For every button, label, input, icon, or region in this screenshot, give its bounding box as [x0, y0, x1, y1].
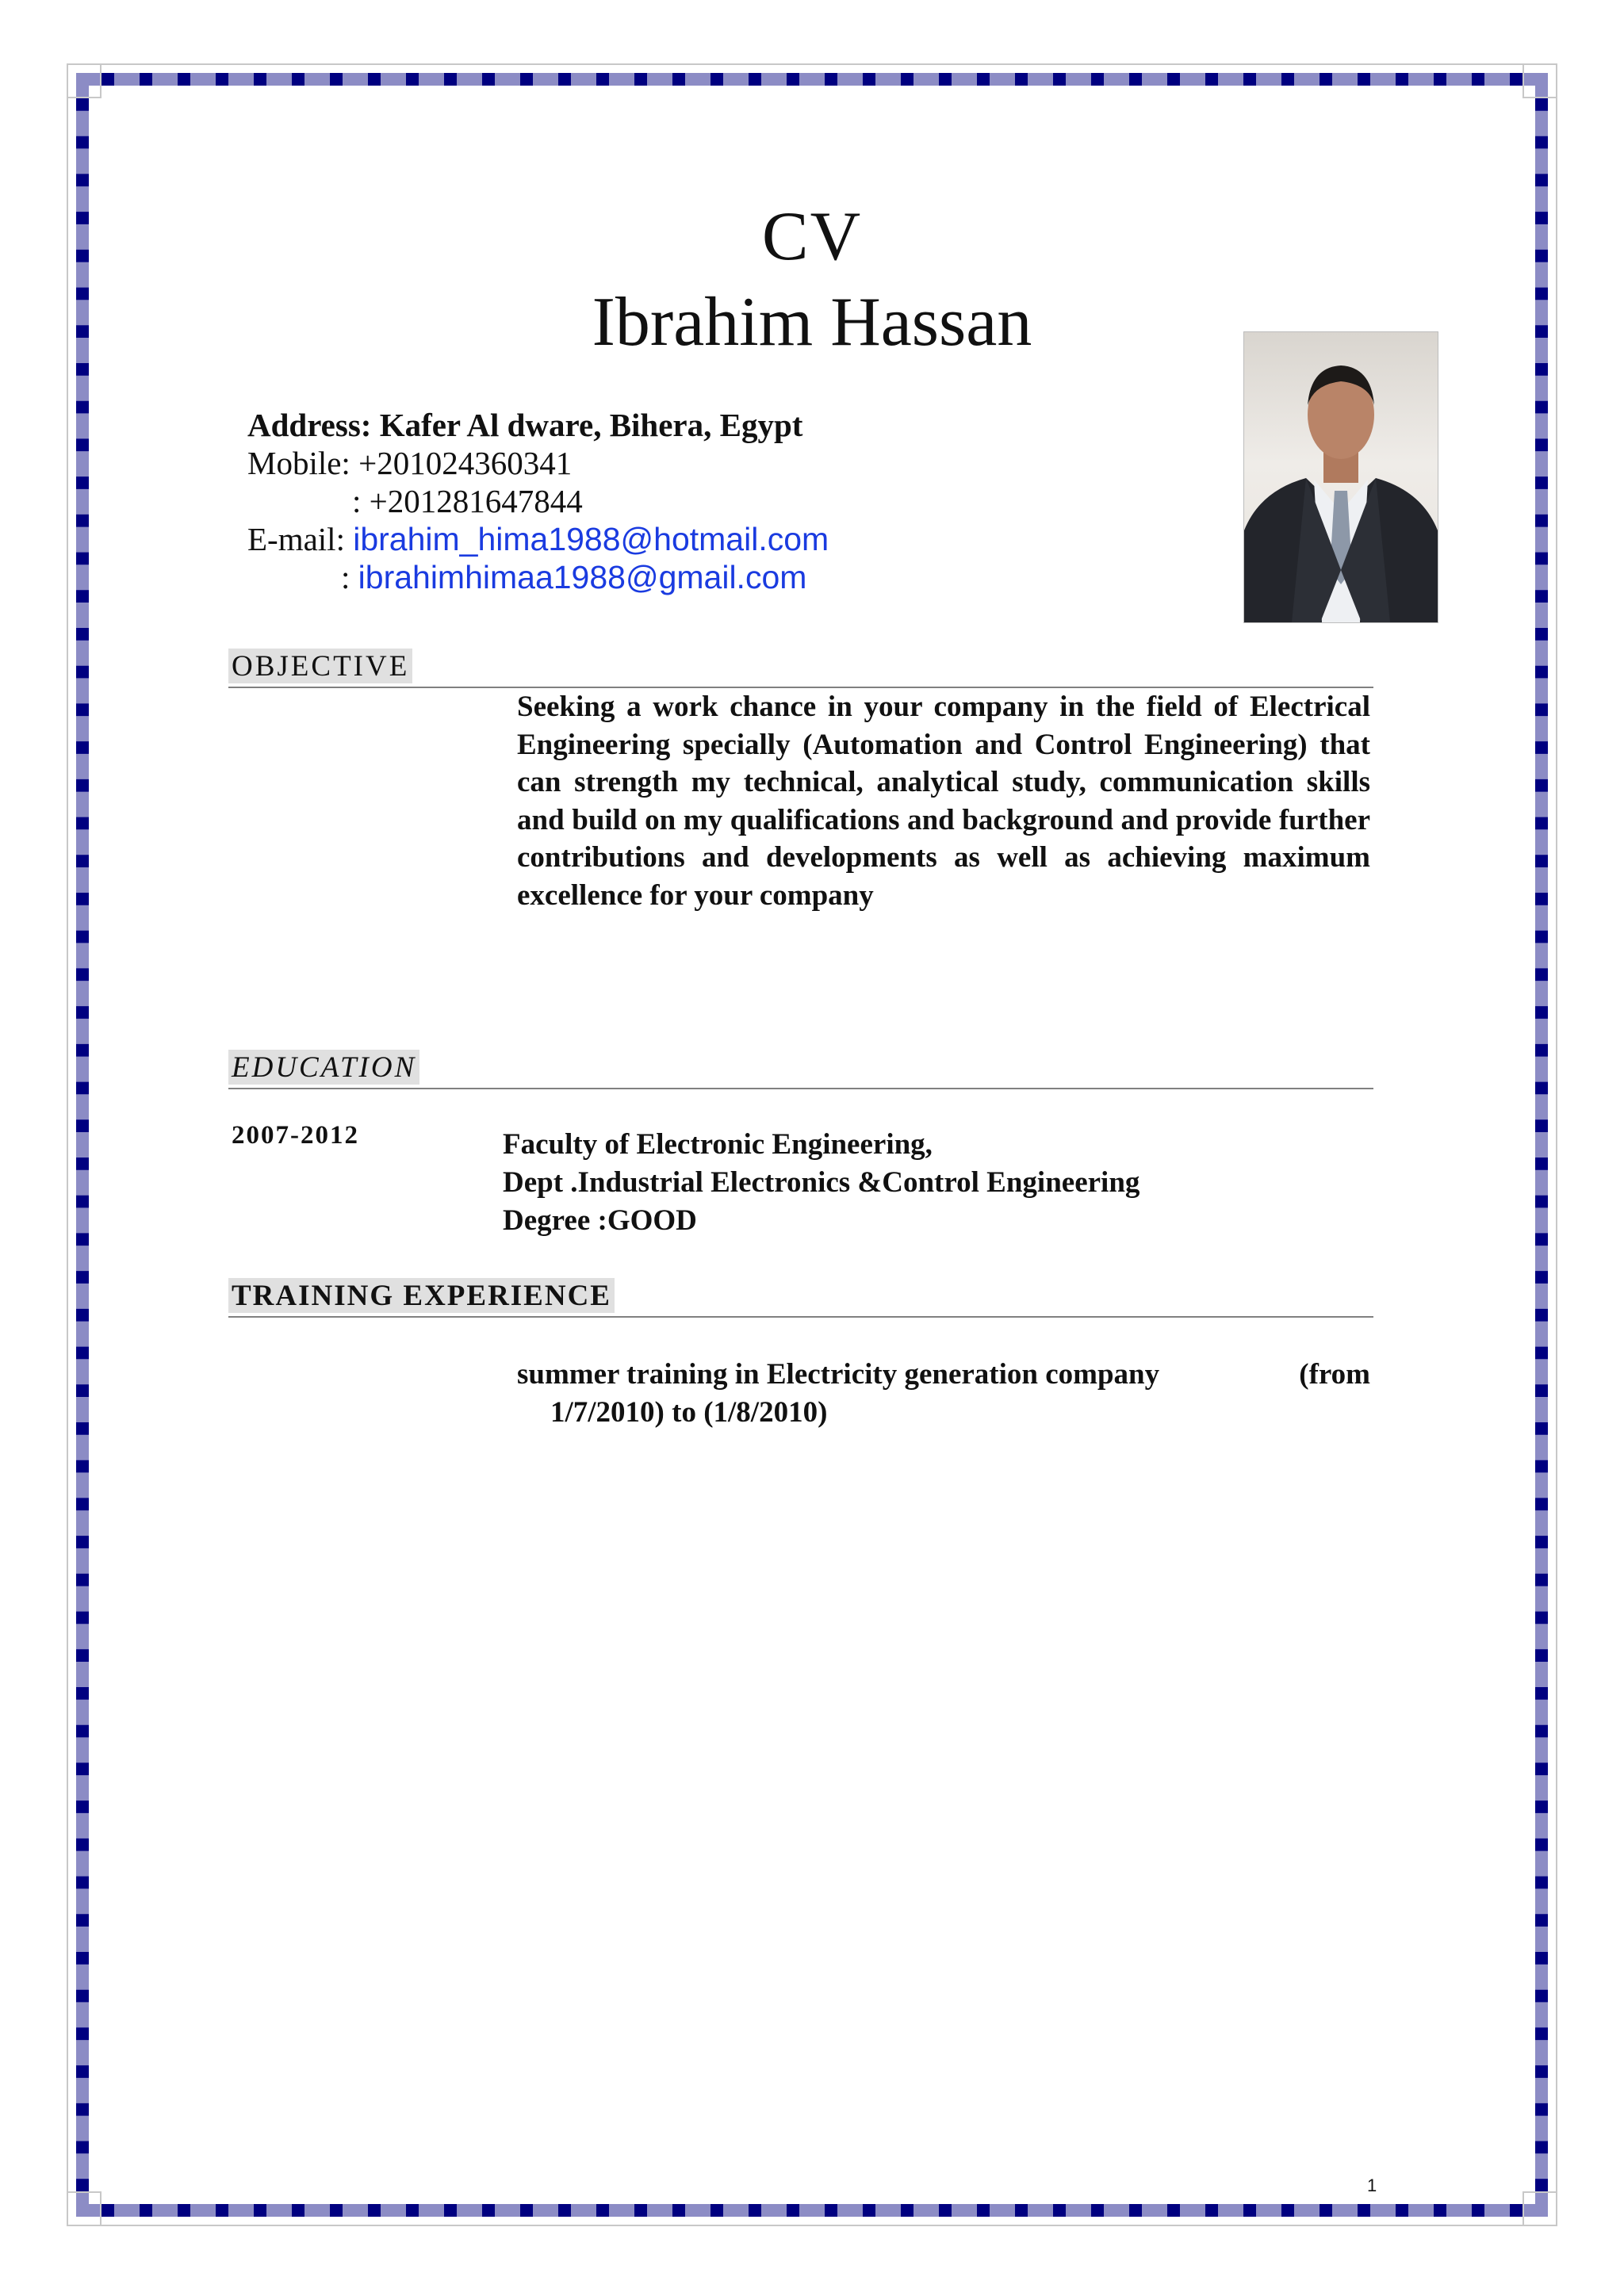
objective-text: Seeking a work chance in your company in the field of Electrical Engineering specially (Automation and Control Engineering) that can strength my technical, analytical study, communication skills and build on my qualifications and background and provide further contributions and developments as well as achieving maximum excellence for your company — [517, 691, 1370, 912]
training-period: 1/7/2010) to (1/8/2010) — [550, 1396, 828, 1429]
education-faculty: Faculty of Electronic Engineering, — [503, 1128, 933, 1161]
email-row — [247, 520, 829, 558]
education-degree: Degree :GOOD — [503, 1204, 697, 1237]
candidate-name: Ibrahim Hassan — [592, 284, 1032, 361]
address-label: Address: — [247, 407, 372, 443]
objective-heading-label: OBJECTIVE — [228, 649, 412, 683]
email-link-secondary[interactable]: ibrahimhimaa1988@gmail.com — [358, 559, 807, 595]
training-section-heading — [228, 1278, 1373, 1318]
email-secondary-prefix: : — [341, 559, 350, 595]
email-label: E-mail: — [247, 521, 345, 557]
education-heading-label: EDUCATION — [228, 1050, 419, 1085]
education-department: Dept .Industrial Electronics &Control Engineering — [503, 1166, 1140, 1199]
training-heading-label: TRAINING EXPERIENCE — [228, 1278, 615, 1313]
corner-mark-top-right — [1522, 63, 1557, 98]
mobile-row-secondary — [247, 482, 829, 520]
education-years: 2007-2012 — [232, 1121, 359, 1150]
objective-section-heading — [228, 649, 1373, 688]
education-section-heading — [228, 1050, 1373, 1089]
contact-block — [247, 406, 829, 596]
address-value: Kafer Al dware, Bihera, Egypt — [379, 407, 803, 443]
email-row-secondary — [247, 558, 829, 596]
mobile-number-secondary: : +201281647844 — [352, 483, 583, 519]
portrait-illustration — [1244, 332, 1438, 622]
corner-mark-top-left — [67, 63, 102, 98]
corner-mark-bottom-right — [1522, 2191, 1557, 2226]
corner-mark-bottom-left — [67, 2191, 102, 2226]
address-row — [247, 406, 829, 444]
training-description: summer training in Electricity generation company — [517, 1358, 1160, 1391]
education-details — [503, 1126, 1139, 1240]
mobile-number-primary: +201024360341 — [358, 445, 573, 481]
email-link-primary[interactable]: ibrahim_hima1988@hotmail.com — [353, 521, 829, 557]
training-line-1 — [517, 1356, 1370, 1394]
mobile-label: Mobile: — [247, 445, 350, 481]
page-number: 1 — [1367, 2175, 1377, 2195]
training-period-start: (from — [1299, 1358, 1370, 1391]
cv-title: CV — [761, 198, 863, 275]
profile-photo — [1243, 331, 1438, 623]
mobile-row — [247, 444, 829, 482]
training-entry — [517, 1356, 1370, 1432]
